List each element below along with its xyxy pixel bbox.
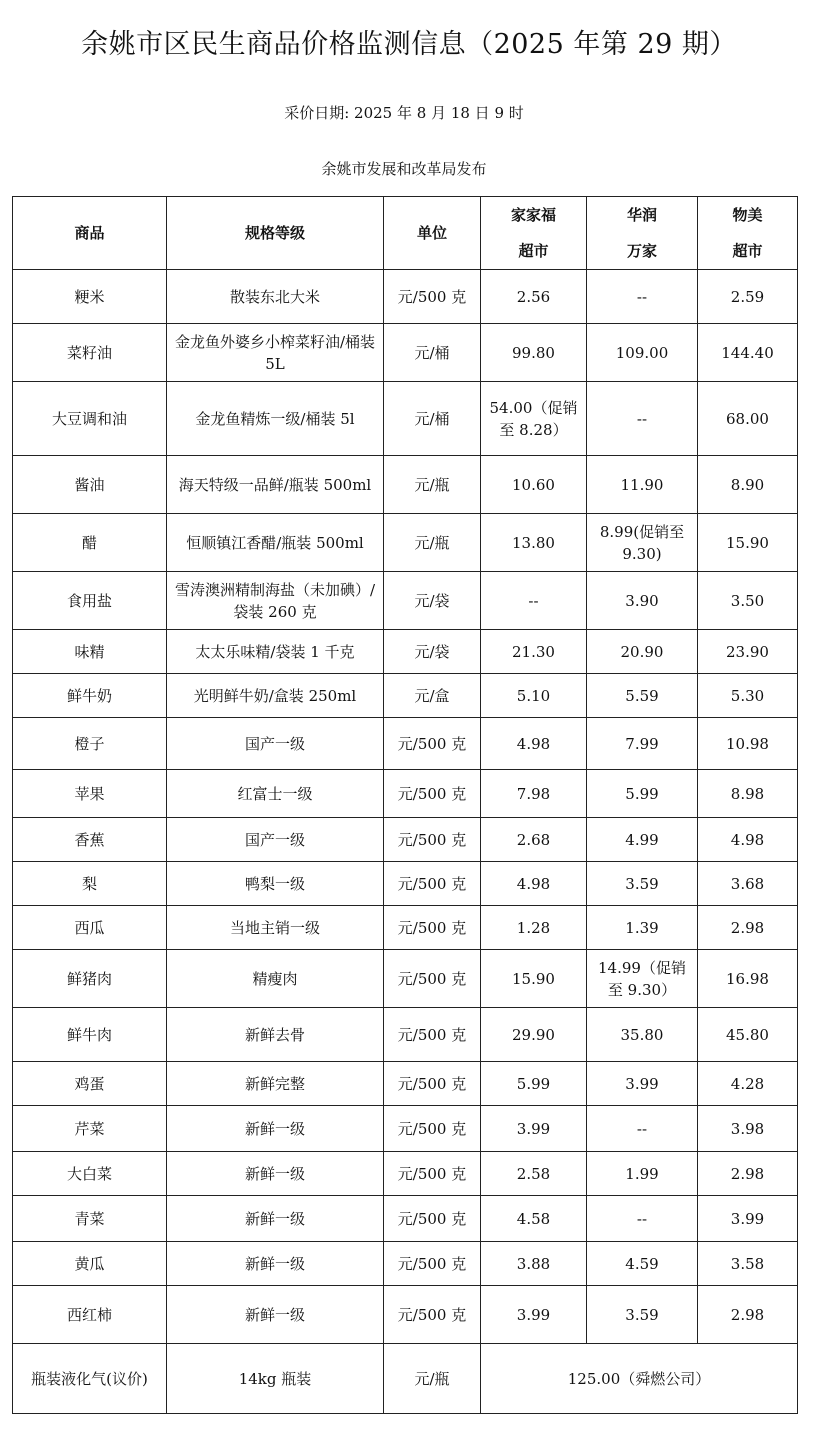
cell-price-huarun: -- <box>587 1106 698 1152</box>
cell-item: 瓶装液化气(议价) <box>13 1344 167 1414</box>
cell-spec: 新鲜一级 <box>167 1152 384 1196</box>
table-row <box>13 270 798 324</box>
cell-price-huarun: 1.99 <box>587 1152 698 1196</box>
cell-price-jiajiafu: 1.28 <box>481 906 587 950</box>
cell-price-huarun: 5.99 <box>587 770 698 818</box>
table-row <box>13 1152 798 1196</box>
cell-price-jiajiafu: 15.90 <box>481 950 587 1008</box>
table-row <box>13 862 798 906</box>
cell-price-jiajiafu: 2.56 <box>481 270 587 324</box>
header-huarun: 华润 万家 <box>587 197 698 270</box>
table-row-lpg <box>13 1344 798 1414</box>
cell-lpg-price: 125.00（舜燃公司） <box>481 1344 798 1414</box>
table-row <box>13 572 798 630</box>
cell-unit: 元/500 克 <box>384 818 481 862</box>
cell-price-wumei: 23.90 <box>698 630 798 674</box>
cell-price-huarun: 3.99 <box>587 1062 698 1106</box>
cell-price-wumei: 144.40 <box>698 324 798 382</box>
table-row <box>13 1062 798 1106</box>
cell-unit: 元/盒 <box>384 674 481 718</box>
cell-price-huarun: -- <box>587 382 698 456</box>
cell-spec: 金龙鱼外婆乡小榨菜籽油/桶装 5L <box>167 324 384 382</box>
table-footer <box>13 1344 798 1414</box>
collection-date: 采价日期: 2025 年 8 月 18 日 9 时 <box>284 104 524 122</box>
cell-item: 大豆调和油 <box>13 382 167 456</box>
cell-item: 黄瓜 <box>13 1242 167 1286</box>
cell-item: 食用盐 <box>13 572 167 630</box>
cell-unit: 元/500 克 <box>384 862 481 906</box>
cell-unit: 元/瓶 <box>384 514 481 572</box>
cell-price-wumei: 2.98 <box>698 906 798 950</box>
page-title: 余姚市区民生商品价格监测信息（2025 年第 29 期） <box>81 29 737 60</box>
cell-unit: 元/500 克 <box>384 1242 481 1286</box>
table-row <box>13 818 798 862</box>
cell-item: 西红柿 <box>13 1286 167 1344</box>
cell-price-jiajiafu: 10.60 <box>481 456 587 514</box>
cell-spec: 雪涛澳洲精制海盐（未加碘）/袋装 260 克 <box>167 572 384 630</box>
cell-price-wumei: 4.98 <box>698 818 798 862</box>
cell-price-wumei: 5.30 <box>698 674 798 718</box>
cell-spec: 当地主销一级 <box>167 906 384 950</box>
cell-price-jiajiafu: 7.98 <box>481 770 587 818</box>
cell-item: 菜籽油 <box>13 324 167 382</box>
cell-price-jiajiafu: 99.80 <box>481 324 587 382</box>
cell-spec: 鸭梨一级 <box>167 862 384 906</box>
cell-spec: 国产一级 <box>167 818 384 862</box>
cell-item: 味精 <box>13 630 167 674</box>
cell-unit: 元/桶 <box>384 324 481 382</box>
cell-price-wumei: 8.90 <box>698 456 798 514</box>
cell-price-wumei: 4.28 <box>698 1062 798 1106</box>
cell-unit: 元/500 克 <box>384 1196 481 1242</box>
cell-price-jiajiafu: 3.88 <box>481 1242 587 1286</box>
table-row <box>13 1008 798 1062</box>
cell-price-huarun: 7.99 <box>587 718 698 770</box>
cell-price-wumei: 3.68 <box>698 862 798 906</box>
table-row <box>13 456 798 514</box>
cell-price-jiajiafu: 4.58 <box>481 1196 587 1242</box>
cell-price-huarun: 3.59 <box>587 1286 698 1344</box>
cell-price-jiajiafu: 21.30 <box>481 630 587 674</box>
cell-unit: 元/袋 <box>384 572 481 630</box>
cell-price-huarun: -- <box>587 270 698 324</box>
cell-item: 鲜猪肉 <box>13 950 167 1008</box>
cell-unit: 元/瓶 <box>384 1344 481 1414</box>
cell-price-huarun: 8.99(促销至 9.30) <box>587 514 698 572</box>
header-unit: 单位 <box>384 197 481 270</box>
cell-price-jiajiafu: 54.00（促销至 8.28） <box>481 382 587 456</box>
cell-price-jiajiafu: 13.80 <box>481 514 587 572</box>
cell-spec: 太太乐味精/袋装 1 千克 <box>167 630 384 674</box>
cell-price-wumei: 10.98 <box>698 718 798 770</box>
cell-price-huarun: 20.90 <box>587 630 698 674</box>
cell-price-jiajiafu: 4.98 <box>481 862 587 906</box>
cell-item: 鸡蛋 <box>13 1062 167 1106</box>
cell-spec: 国产一级 <box>167 718 384 770</box>
cell-price-huarun: 14.99（促销至 9.30） <box>587 950 698 1008</box>
cell-price-huarun: 35.80 <box>587 1008 698 1062</box>
table-row <box>13 382 798 456</box>
cell-unit: 元/500 克 <box>384 1062 481 1106</box>
cell-price-jiajiafu: 3.99 <box>481 1106 587 1152</box>
cell-price-huarun: 5.59 <box>587 674 698 718</box>
cell-spec: 散装东北大米 <box>167 270 384 324</box>
cell-unit: 元/500 克 <box>384 1106 481 1152</box>
header-item: 商品 <box>13 197 167 270</box>
table-row <box>13 770 798 818</box>
cell-spec: 新鲜一级 <box>167 1286 384 1344</box>
cell-price-huarun: -- <box>587 1196 698 1242</box>
cell-price-wumei: 8.98 <box>698 770 798 818</box>
cell-unit: 元/500 克 <box>384 950 481 1008</box>
cell-unit: 元/500 克 <box>384 1008 481 1062</box>
table-header <box>13 197 798 270</box>
cell-item: 鲜牛奶 <box>13 674 167 718</box>
cell-price-huarun: 109.00 <box>587 324 698 382</box>
table-row <box>13 324 798 382</box>
cell-spec: 新鲜完整 <box>167 1062 384 1106</box>
cell-item: 芹菜 <box>13 1106 167 1152</box>
cell-price-huarun: 1.39 <box>587 906 698 950</box>
cell-item: 粳米 <box>13 270 167 324</box>
cell-price-jiajiafu: 29.90 <box>481 1008 587 1062</box>
cell-unit: 元/袋 <box>384 630 481 674</box>
cell-price-jiajiafu: 2.68 <box>481 818 587 862</box>
cell-price-jiajiafu: 3.99 <box>481 1286 587 1344</box>
cell-unit: 元/500 克 <box>384 906 481 950</box>
header-spec: 规格等级 <box>167 197 384 270</box>
publisher-line: 余姚市发展和改革局发布 <box>321 160 487 178</box>
header-jiajiafu: 家家福 超市 <box>481 197 587 270</box>
cell-spec: 新鲜一级 <box>167 1106 384 1152</box>
cell-price-wumei: 68.00 <box>698 382 798 456</box>
table-row <box>13 718 798 770</box>
cell-item: 梨 <box>13 862 167 906</box>
cell-price-wumei: 2.59 <box>698 270 798 324</box>
cell-price-jiajiafu: 2.58 <box>481 1152 587 1196</box>
cell-price-huarun: 3.90 <box>587 572 698 630</box>
cell-item: 香蕉 <box>13 818 167 862</box>
cell-item: 酱油 <box>13 456 167 514</box>
table-row <box>13 906 798 950</box>
cell-spec: 新鲜一级 <box>167 1242 384 1286</box>
cell-price-jiajiafu: 4.98 <box>481 718 587 770</box>
cell-unit: 元/500 克 <box>384 1152 481 1196</box>
table-body <box>13 270 798 1344</box>
cell-price-wumei: 2.98 <box>698 1152 798 1196</box>
cell-spec: 红富士一级 <box>167 770 384 818</box>
cell-price-wumei: 3.58 <box>698 1242 798 1286</box>
cell-price-huarun: 11.90 <box>587 456 698 514</box>
cell-item: 西瓜 <box>13 906 167 950</box>
cell-item: 苹果 <box>13 770 167 818</box>
table-row <box>13 1106 798 1152</box>
cell-unit: 元/桶 <box>384 382 481 456</box>
cell-spec: 金龙鱼精炼一级/桶装 5l <box>167 382 384 456</box>
cell-unit: 元/瓶 <box>384 456 481 514</box>
table-row <box>13 674 798 718</box>
price-table <box>12 196 798 1414</box>
cell-price-wumei: 16.98 <box>698 950 798 1008</box>
cell-price-huarun: 4.99 <box>587 818 698 862</box>
table-row <box>13 514 798 572</box>
cell-unit: 元/500 克 <box>384 270 481 324</box>
cell-price-jiajiafu: -- <box>481 572 587 630</box>
cell-spec: 海天特级一品鲜/瓶装 500ml <box>167 456 384 514</box>
table-row <box>13 1286 798 1344</box>
cell-unit: 元/500 克 <box>384 1286 481 1344</box>
cell-item: 橙子 <box>13 718 167 770</box>
cell-price-wumei: 3.99 <box>698 1196 798 1242</box>
table-row <box>13 630 798 674</box>
table-row <box>13 1242 798 1286</box>
cell-price-huarun: 4.59 <box>587 1242 698 1286</box>
cell-price-jiajiafu: 5.10 <box>481 674 587 718</box>
cell-unit: 元/500 克 <box>384 718 481 770</box>
cell-price-wumei: 3.50 <box>698 572 798 630</box>
table-row <box>13 950 798 1008</box>
cell-spec: 新鲜去骨 <box>167 1008 384 1062</box>
cell-spec: 新鲜一级 <box>167 1196 384 1242</box>
cell-item: 鲜牛肉 <box>13 1008 167 1062</box>
header-wumei: 物美 超市 <box>698 197 798 270</box>
cell-price-jiajiafu: 5.99 <box>481 1062 587 1106</box>
cell-spec: 恒顺镇江香醋/瓶装 500ml <box>167 514 384 572</box>
cell-price-wumei: 15.90 <box>698 514 798 572</box>
cell-price-wumei: 45.80 <box>698 1008 798 1062</box>
cell-price-huarun: 3.59 <box>587 862 698 906</box>
cell-unit: 元/500 克 <box>384 770 481 818</box>
cell-item: 青菜 <box>13 1196 167 1242</box>
cell-price-wumei: 3.98 <box>698 1106 798 1152</box>
table-row <box>13 1196 798 1242</box>
cell-price-wumei: 2.98 <box>698 1286 798 1344</box>
cell-item: 大白菜 <box>13 1152 167 1196</box>
cell-spec: 光明鲜牛奶/盒装 250ml <box>167 674 384 718</box>
cell-item: 醋 <box>13 514 167 572</box>
cell-spec: 14kg 瓶装 <box>167 1344 384 1414</box>
cell-spec: 精瘦肉 <box>167 950 384 1008</box>
